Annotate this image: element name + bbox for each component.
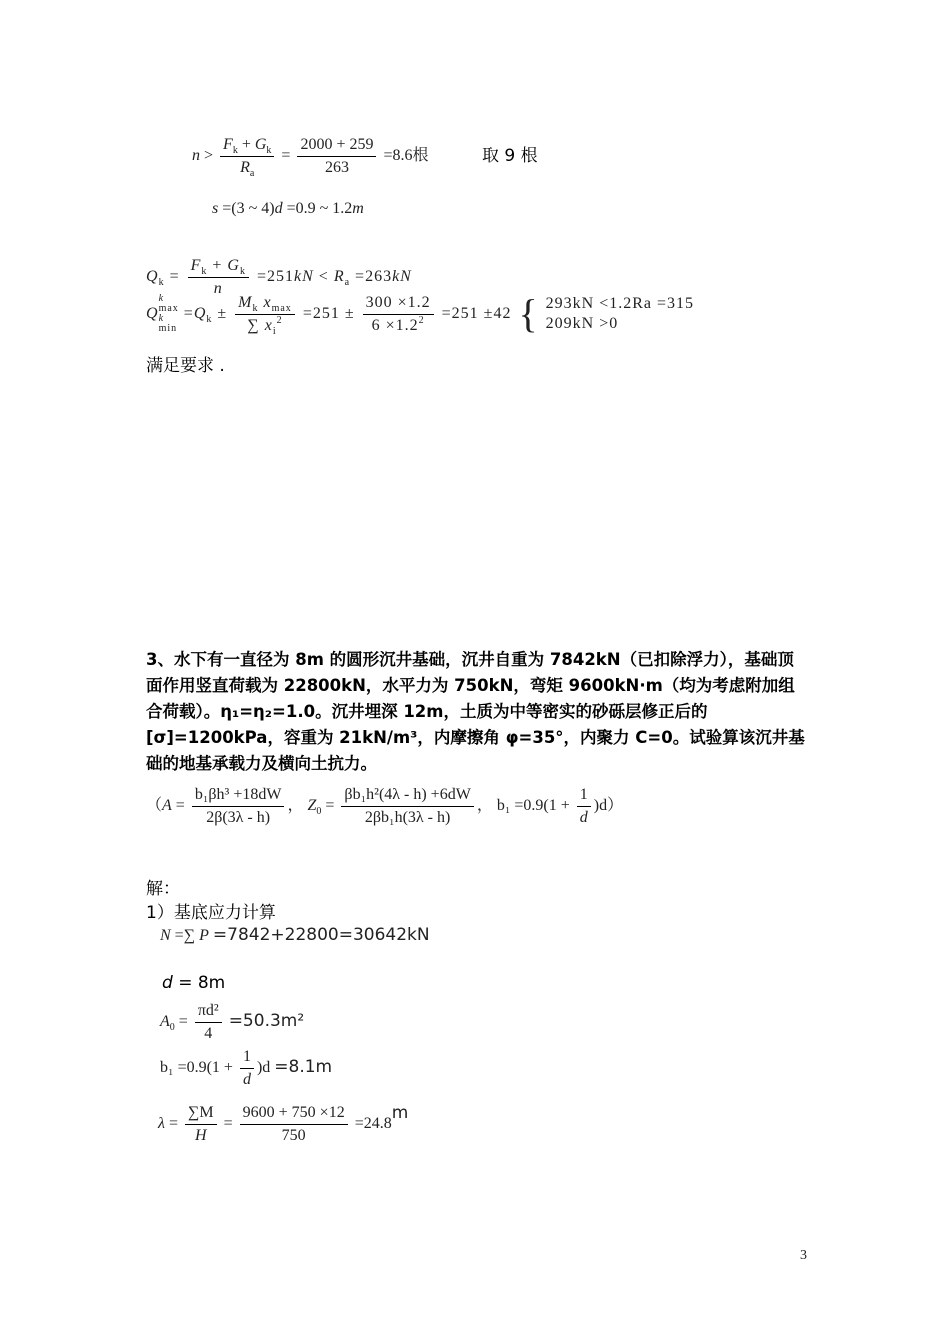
conclusion-text: 满足要求 . [146, 356, 225, 376]
equation-pile-count: n > $\frac{F_k + G_k}{R_a}$ = $\frac{2000 + 259}{263}$ =8.6根 [192, 136, 429, 179]
solution-step-1: 1）基底应力计算 [146, 903, 276, 923]
equation-qk: $Q_k$ = $\frac{F_k + G_k}{n}$ $=251kN < R_a =263kN$ [146, 257, 412, 297]
equation-d: d = 8m [162, 973, 226, 993]
problem-statement: 3、水下有一直径为 8m 的圆形沉井基础，沉井自重为 7842kN（已扣除浮力），基础顶面作用竖直荷载为 22800kN，水平力为 750kN，弯矩 9600kN·m（均为考虑附加组合荷载）。η₁=η₂=1.0。沉井埋深 12m，土质为中等密实的砂砾层修正后的[σ]=1200kPa，容重为 21kN/m³，内摩擦角 φ=35°，内聚力 C=0。试验算该沉井基础的地基承载力及横向土抗力。 [146, 650, 805, 773]
given-formulas: （A = $\frac{\text{b₁βh³ +18dW}}{2\beta(3\lambda - h)}$ ， $Z_0$ = $\frac{\text{βb₁h²(4λ - h) +6dW}}{\text{2βb₁h(3λ - h)}}$ ， b₁ =0.9(1 + $\frac{1}{d}$ )d） [146, 786, 624, 826]
equation-spacing: s =(3 ~ 4)d =0.9 ~ 1.2m [212, 200, 364, 217]
equation-N: N =∑ P =7842+22800=30642kN [160, 925, 430, 945]
solution-heading: 解： [146, 879, 180, 899]
equation-qk-max-min: Q k max k min $=Q_k$ ± $\frac{M_k x_{max}}{\sum x_i^2}$ =251 ± $\frac{300 \times 1.2}{6 \times 1.2^2}$ =251 ±42 { 293kN <1.2Ra =315 209kN >0 [146, 291, 695, 337]
equation-lambda: λ = $\frac{\sum M}{H}$ = $\frac{9600 + 750 \times 12}{750}$ =24.8m [158, 1102, 409, 1144]
take-nine-piles: 取 9 根 [482, 146, 538, 166]
equation-A0: $A_0$ = $\frac{\text{πd²}}{4}$ =50.3m² [160, 1002, 305, 1042]
equation-b1: b₁ =0.9(1 + $\frac{1}{d}$ )d =8.1m [160, 1048, 333, 1088]
page-number: 3 [800, 1248, 807, 1263]
